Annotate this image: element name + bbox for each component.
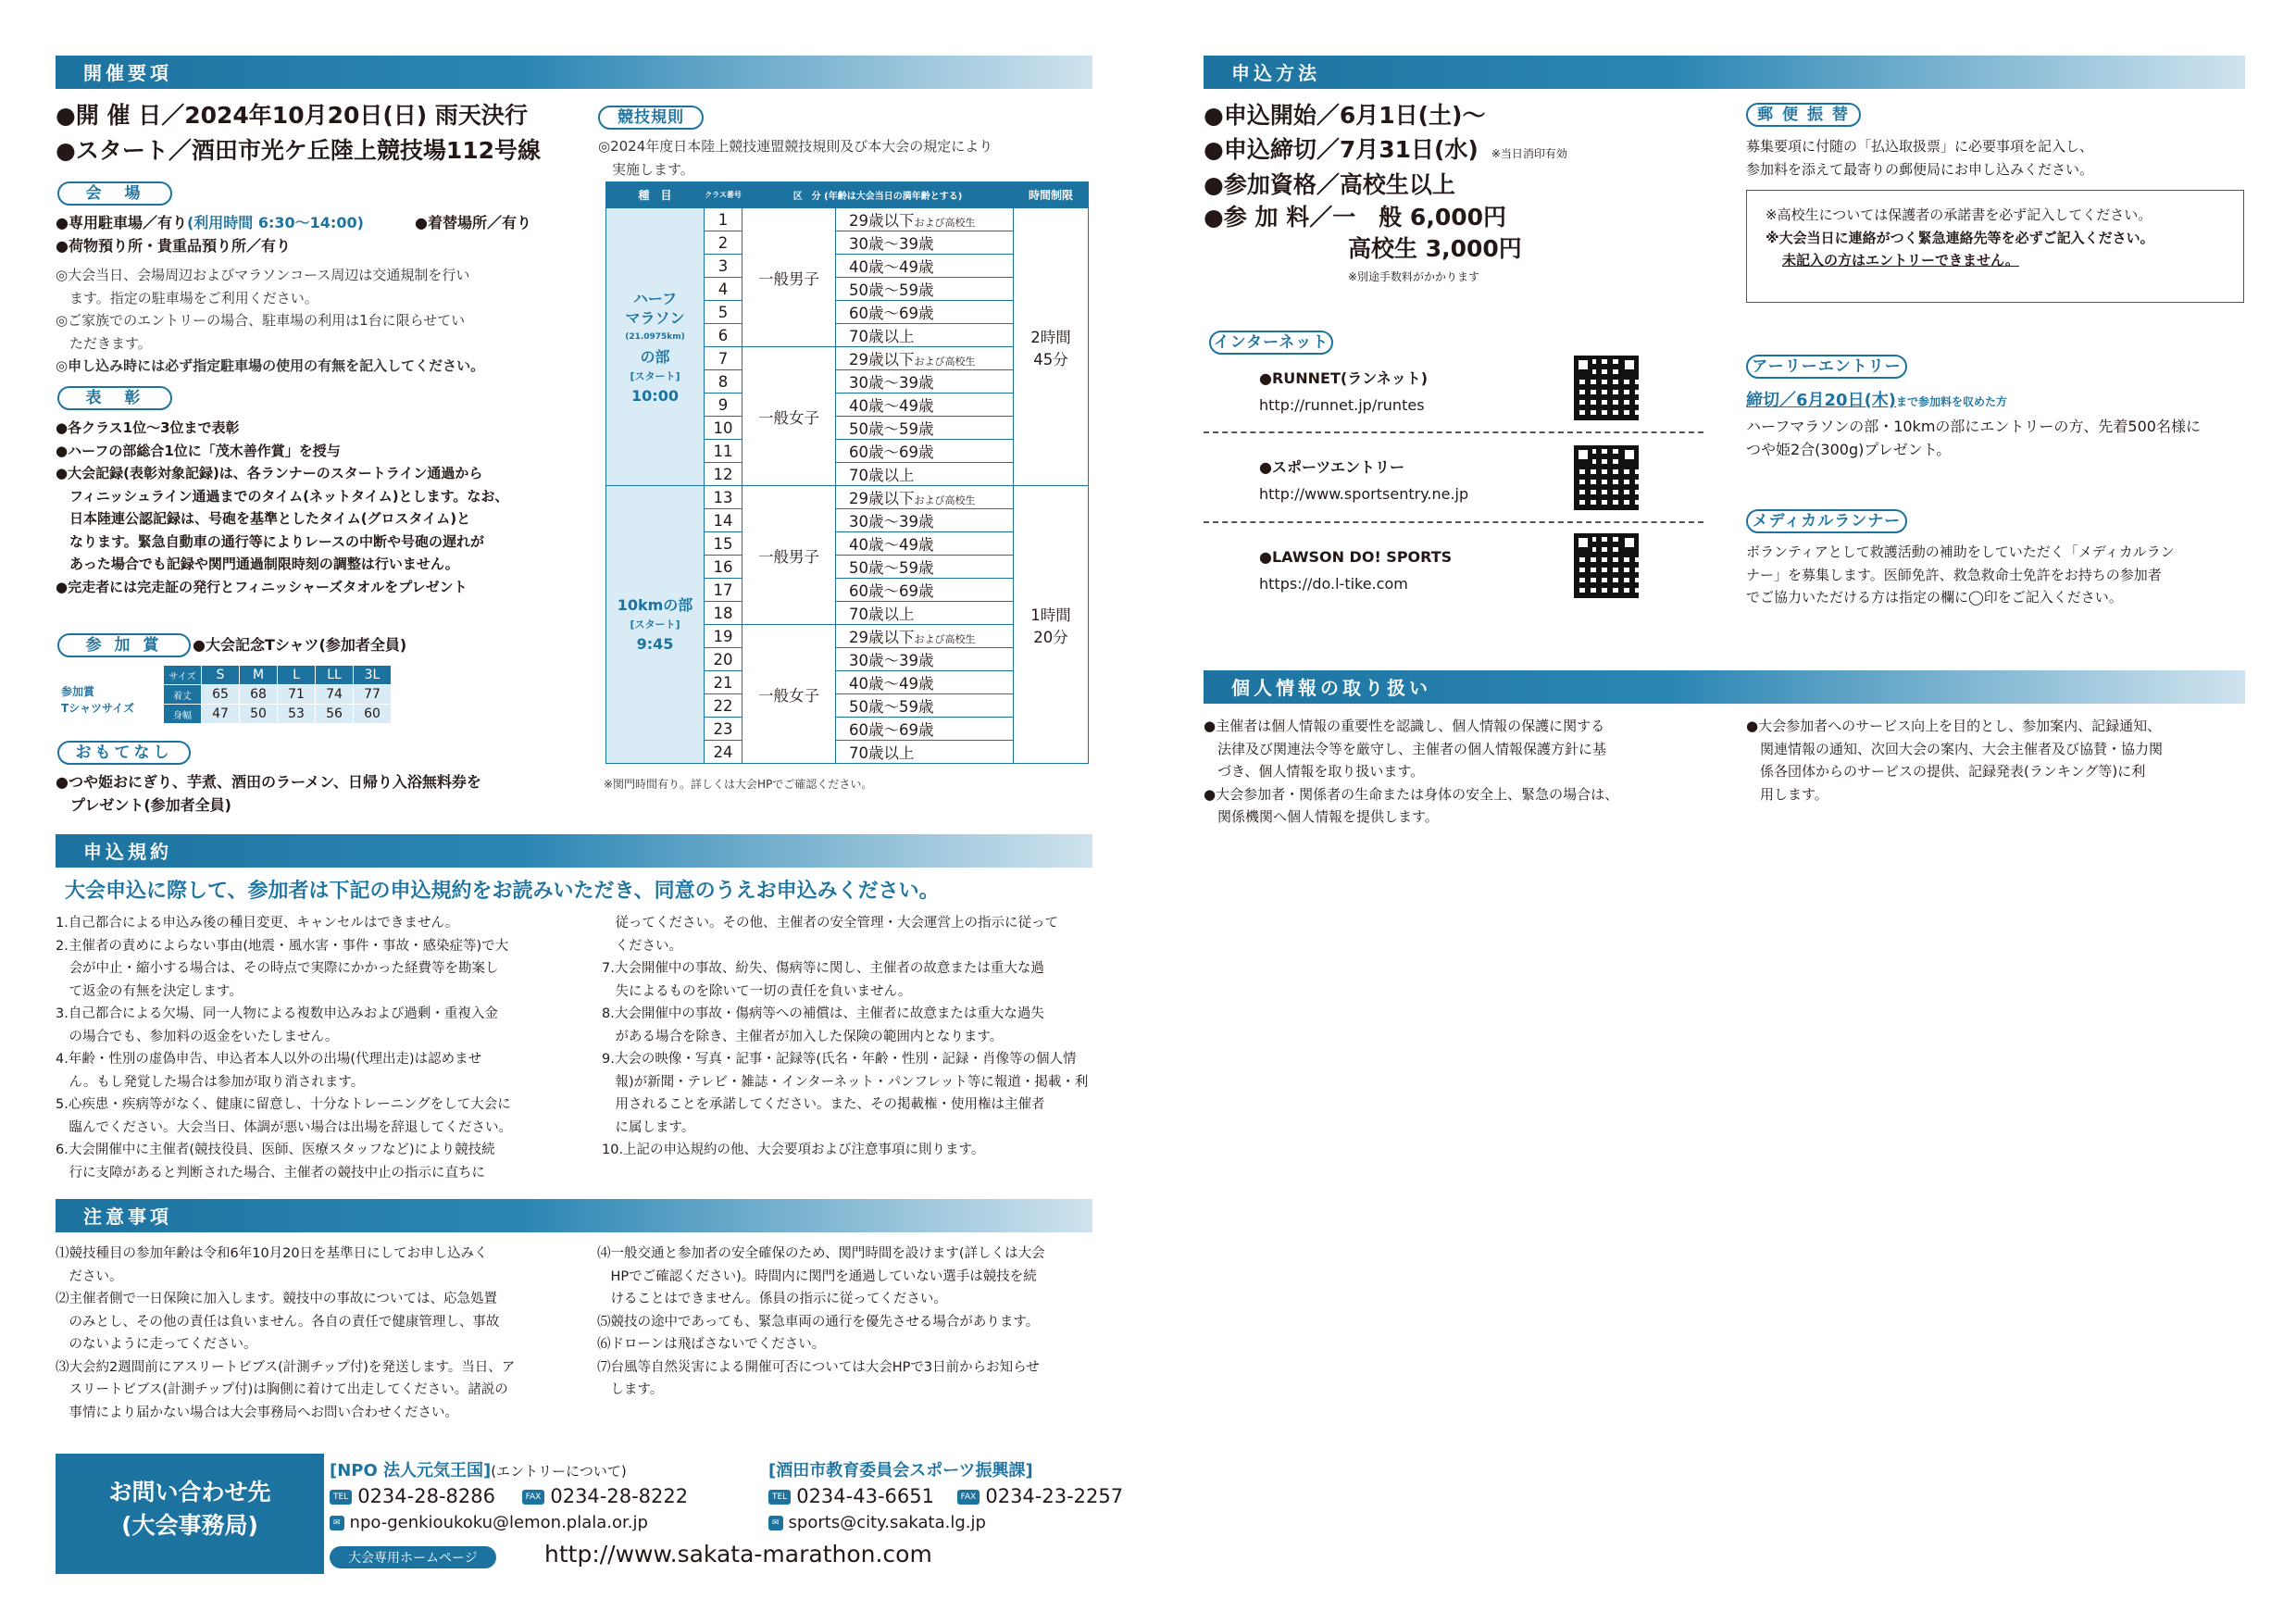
fax-icon: FAX	[957, 1490, 980, 1505]
label-awards: 表 彰	[57, 386, 172, 410]
apply-end: ●申込締切／7月31日(水) ※当日消印有効	[1204, 136, 1567, 163]
entry-runnet[interactable]: ●RUNNET(ランネット) http://runnet.jp/runtes	[1259, 369, 1429, 414]
age-division: 30歳～39歳	[836, 509, 1014, 532]
entry-sportsentry[interactable]: ●スポーツエントリー http://www.sportsentry.ne.jp	[1259, 458, 1469, 503]
event-date: ●開 催 日／2024年10月20日(日) 雨天決行	[56, 102, 528, 129]
table-row	[606, 208, 1089, 231]
class-number: 10	[705, 417, 742, 440]
age-division: 60歳～69歳	[836, 440, 1014, 463]
class-number: 20	[705, 648, 742, 671]
class-number: 21	[705, 671, 742, 694]
class-number: 14	[705, 509, 742, 532]
section-header-kiyaku: 申込規約	[56, 834, 1092, 868]
tshirt-size-label: 参加賞 Tシャツサイズ	[61, 685, 134, 715]
class-number: 16	[705, 556, 742, 579]
participation-item: ●大会記念Tシャツ(参加者全員)	[193, 636, 407, 654]
contact-org1-phone: TEL 0234-28-8286 FAX 0234-28-8222	[330, 1485, 688, 1507]
terms-right: 従ってください。その他、主催者の安全管理・大会運営上の指示に従って ください。 7.大会開催中の事故、紛失、傷病等に関し、主催者の故意または重大な過 失によるものを除いて一切の責任を負いません。 8.大会開催中の事故・傷病等への補償は、主催者に故意または重大な過失 がある場合を除き、主催者が加入した保険の範囲内となります。 9.大会の映像・写真・記事・記録等(氏名・年齢・性別・記録・肖像等の個人情 報)が新聞・テレビ・雑誌・インターネット・パンフレット等に報道・掲載・利 用されることを承諾してください。また、その掲載権・使用権は主催者 に属します。 10.上記の申込規約の他、大会要項および注意事項に則ります。	[602, 916, 1089, 1157]
age-division: 30歳～39歳	[836, 370, 1014, 394]
apply-fee-general: ●参 加 料／一 般 6,000円	[1204, 204, 1507, 231]
venue-parking: ●専用駐車場／有り(利用時間 6:30～14:00)	[56, 214, 364, 231]
divider	[1204, 521, 1703, 523]
tel-icon: TEL	[330, 1490, 352, 1505]
class-number: 9	[705, 394, 742, 417]
sportsentry-qr-icon	[1574, 445, 1639, 510]
age-division: 30歳～39歳	[836, 231, 1014, 255]
race-category-table: 種 目 クラス番号 区 分 (年齢は大会当日の満年齢とする) 時間制限 ハーフ マラソン (21.0975km) の部 [スタート] 10:00 1 一般男子 29歳以下および高校生 2時間 45分 2 30歳～39歳 3 40歳～49歳 4 50歳～59歳 5 60歳～69歳 6 70歳以上 7 一般女子 29歳以下および高校生 8 30歳～39歳 9 40歳～49歳 10 50歳～59歳 11 60歳～69歳 12 70歳以上 10kmの部 [スタート] 9:45 13 一般男子 29歳以下および高校生 1時間 20分 14 30歳～39歳 15 40歳～49歳 16 50歳～59歳 17 60歳～69歳 18 70歳以上 19 一般女子 29歳以下および高校生 20 30歳～39歳 21 40歳～49歳 22 50歳～59歳 23 60歳～69歳 24 70歳以上	[605, 181, 1089, 764]
age-division: 50歳～59歳	[836, 556, 1014, 579]
table-row	[606, 486, 1089, 509]
class-number: 5	[705, 301, 742, 324]
age-division: 70歳以上	[836, 324, 1014, 347]
label-internet: インターネット	[1209, 331, 1333, 355]
section-header-moushikomi: 申込方法	[1204, 56, 2245, 89]
class-number: 24	[705, 741, 742, 764]
class-number: 18	[705, 602, 742, 625]
section-header-kaisai: 開催要項	[56, 56, 1092, 89]
age-division: 29歳以下および高校生	[836, 486, 1014, 509]
age-division: 60歳～69歳	[836, 301, 1014, 324]
class-number: 23	[705, 718, 742, 741]
class-number: 4	[705, 278, 742, 301]
label-omotenashi: おもてなし	[57, 741, 191, 765]
contact-org2-phone: TEL 0234-43-6651 FAX 0234-23-2257	[768, 1485, 1123, 1507]
age-division: 50歳～59歳	[836, 694, 1014, 718]
time-limit: 2時間 45分	[1014, 208, 1089, 486]
class-number: 3	[705, 255, 742, 278]
gender-division: 一般女子	[742, 347, 836, 486]
age-division: 50歳～59歳	[836, 278, 1014, 301]
privacy-left: ●主催者は個人情報の重要性を認識し、個人情報の保護に関する 法律及び関連法令等を厳守し、主催者の個人情報保護方針に基 づき、個人情報を取り扱います。 ●大会参加者・関係者の生命または身体の安全上、緊急の場合は、 関係機関へ個人情報を提供します。	[1204, 718, 1619, 825]
rules-footnote: ※関門時間有り。詳しくは大会HPでご確認ください。	[604, 778, 873, 791]
age-division: 40歳～49歳	[836, 532, 1014, 556]
early-text: ハーフマラソンの部・10kmの部にエントリーの方、先着500名様に つや姫2合(300g)プレゼント。	[1746, 418, 2201, 458]
age-division: 40歳～49歳	[836, 671, 1014, 694]
class-number: 1	[705, 208, 742, 231]
venue-changing: ●着替場所／有り	[415, 214, 531, 231]
class-number: 13	[705, 486, 742, 509]
apply-fee-note: ※別途手数料がかかります	[1348, 270, 1480, 283]
apply-eligibility: ●参加資格／高校生以上	[1204, 171, 1455, 198]
class-number: 11	[705, 440, 742, 463]
early-deadline: 締切／6月20日(木)まで参加料を収めた方	[1746, 391, 2008, 410]
age-division: 70歳以上	[836, 741, 1014, 764]
age-division: 60歳～69歳	[836, 718, 1014, 741]
divider	[1204, 431, 1703, 433]
contact-box: お問い合わせ先 (大会事務局)	[56, 1454, 324, 1574]
label-participation: 参 加 賞	[57, 633, 191, 657]
label-medical-runner: メディカルランナー	[1746, 509, 1907, 533]
homepage-label: 大会専用ホームページ	[330, 1546, 496, 1568]
homepage-link[interactable]: http://www.sakata-marathon.com	[544, 1541, 932, 1568]
postal-text: 募集要項に付随の「払込取扱票」に必要事項を記入し、 参加料を添えて最寄りの郵便局にお申し込みください。	[1746, 138, 2094, 178]
gender-division: 一般男子	[742, 208, 836, 347]
lawson-qr-icon	[1574, 533, 1639, 598]
notes-right: ⑷一般交通と参加者の安全確保のため、関門時間を設けます(詳しくは大会 HPでご確認ください)。時間内に関門を通過していない選手は競技を続 けることはできません。係員の指示に従ってください。 ⑸競技の途中であっても、緊急車両の通行を優先させる場合があります。 ⑹ドローンは飛ばさないでください。 ⑺台風等自然災害による開催可否については大会HPで3日前からお知らせ します。	[597, 1246, 1045, 1397]
runnet-qr-icon	[1574, 356, 1639, 420]
mail-icon: ✉	[768, 1516, 783, 1530]
rules-intro: ◎2024年度日本陸上競技連盟競技規則及び本大会の規定により 実施します。	[598, 138, 993, 178]
section-header-chuui: 注意事項	[56, 1199, 1092, 1232]
apply-start: ●申込開始／6月1日(土)～	[1204, 102, 1486, 129]
label-postal: 郵 便 振 替	[1746, 103, 1861, 127]
age-division: 29歳以下および高校生	[836, 347, 1014, 370]
apply-fee-hs: 高校生 3,000円	[1348, 235, 1522, 262]
half-marathon-cell: ハーフ マラソン (21.0975km) の部 [スタート] 10:00	[606, 208, 705, 486]
class-number: 12	[705, 463, 742, 486]
class-number: 19	[705, 625, 742, 648]
class-number: 7	[705, 347, 742, 370]
gender-division: 一般女子	[742, 625, 836, 764]
contact-org2-mail[interactable]: ✉ sports@city.sakata.lg.jp	[768, 1513, 986, 1532]
class-number: 6	[705, 324, 742, 347]
mail-icon: ✉	[330, 1516, 344, 1530]
ten-km-cell: 10kmの部 [スタート] 9:45	[606, 486, 705, 764]
contact-org1-mail[interactable]: ✉ npo-genkioukoku@lemon.plala.or.jp	[330, 1513, 648, 1532]
class-number: 2	[705, 231, 742, 255]
section-header-kojin: 個人情報の取り扱い	[1204, 670, 2245, 704]
fax-icon: FAX	[522, 1490, 545, 1505]
entry-lawson[interactable]: ●LAWSON DO! SPORTS https://do.l-tike.com	[1259, 548, 1453, 593]
contact-org2: [酒田市教育委員会スポーツ振興課]	[768, 1461, 1033, 1480]
age-division: 29歳以下および高校生	[836, 625, 1014, 648]
contact-org1: [NPO 法人元気王国](エントリーについて)	[330, 1461, 627, 1480]
omotenashi-text: ●つや姫おにぎり、芋煮、酒田のラーメン、日帰り入浴無料券を プレゼント(参加者全員)	[56, 773, 481, 814]
age-division: 50歳～59歳	[836, 417, 1014, 440]
notes-left: ⑴競技種目の参加年齢は令和6年10月20日を基準日にしてお申し込みく ださい。 ⑵主催者側で一日保険に加入します。競技中の事故については、応急処置 のみとし、その他の責任は負いません。各自の責任で健康管理し、事故 のないように走ってください。 ⑶大会約2週間前にアスリートビブス(計測チップ付)を発送します。当日、ア スリートビブス(計測チップ付)は胸側に着けて出走してください。諸説の 事情により届かない場合は大会事務局へお問い合わせください。	[56, 1246, 516, 1420]
class-number: 8	[705, 370, 742, 394]
tel-icon: TEL	[768, 1490, 791, 1505]
time-limit: 1時間 20分	[1014, 486, 1089, 764]
age-division: 30歳～39歳	[836, 648, 1014, 671]
age-division: 40歳～49歳	[836, 394, 1014, 417]
class-number: 22	[705, 694, 742, 718]
tshirt-size-table: サイズ S M L LL 3L 着丈 65 68 71 74 77 身幅 47 50 53 56 60	[163, 665, 392, 724]
medical-text: ボランティアとして救護活動の補助をしていただく「メディカルラン ナー」を募集します。医師免許、救急救命士免許をお持ちの参加者 でご協力いただける方は指定の欄に◯印をご記入ください。	[1746, 543, 2175, 606]
venue-baggage: ●荷物預り所・貴重品預り所／有り	[56, 237, 291, 255]
terms-headline: 大会申込に際して、参加者は下記の申込規約をお読みいただき、同意のうえお申込みください。	[65, 880, 940, 903]
terms-left: 1.自己都合による申込み後の種目変更、キャンセルはできません。 2.主催者の責めによらない事由(地震・風水害・事件・事故・感染症等)で大 会が中止・縮小する場合は、その時点で実際にかかった経費等を勘案し て返金の有無を決定します。 3.自己都合による欠場、同一人物による複数申込みおよび過剰・重複入金 の場合でも、参加料の返金をいたしません。 4.年齢・性別の虚偽申告、申込者本人以外の出場(代理出走)は認めませ ん。もし発覚した場合は参加が取り消されます。 5.心疾患・疾病等がなく、健康に留意し、十分なトレーニングをして大会に 臨んでください。大会当日、体調が悪い場合は出場を辞退してください。 6.大会開催中に主催者(競技役員、医師、医療スタッフなど)により競技続 行に支障があると判断された場合、主催者の競技中止の指示に直ちに	[56, 916, 512, 1181]
age-division: 70歳以上	[836, 602, 1014, 625]
privacy-right: ●大会参加者へのサービス向上を目的とし、参加案内、記録通知、 関連情報の通知、次回大会の案内、大会主催者及び協賛・協力関 係各団体からのサービスの提供、記録発表(ランキング等)に利 用します。	[1746, 718, 2164, 803]
postal-notice-box: ※高校生については保護者の承諾書を必ず記入してください。 ※大会当日に連絡がつく緊急連絡先等を必ずご記入ください。 未記入の方はエントリーできません。	[1746, 190, 2244, 303]
age-division: 60歳～69歳	[836, 579, 1014, 602]
gender-division: 一般男子	[742, 486, 836, 625]
age-division: 40歳～49歳	[836, 255, 1014, 278]
class-number: 15	[705, 532, 742, 556]
label-venue: 会 場	[57, 181, 172, 206]
label-early-entry: アーリーエントリー	[1746, 355, 1907, 379]
label-competition-rules: 競技規則	[598, 106, 704, 130]
event-start: ●スタート／酒田市光ケ丘陸上競技場112号線	[56, 137, 542, 164]
awards-list: ●各クラス1位～3位まで表彰 ●ハーフの部総合1位に「茂木善作賞」を授与 ●大会記録(表彰対象記録)は、各ランナーのスタートライン通過から フィニッシュライン通過までのタイム(ネットタイム)とします。なお、 日本陸連公認記録は、号砲を基準としたタイム(グロスタイム)と なります。緊急自動車の通行等によりレースの中断や号砲の遅れが あった場合でも記録や関門通過制限時刻の調整は行いません。 ●完走者には完走証の発行とフィニッシャーズタオルをプレゼント	[56, 419, 509, 595]
class-number: 17	[705, 579, 742, 602]
age-division: 70歳以上	[836, 463, 1014, 486]
venue-notes: ◎大会当日、会場周辺およびマラソンコース周辺は交通規制を行い ます。指定の駐車場をご利用ください。 ◎ご家族でのエントリーの場合、駐車場の利用は1台に限らせてい ただきます。 ◎申し込み時には必ず指定駐車場の使用の有無を記入してください。	[56, 267, 485, 374]
age-division: 29歳以下および高校生	[836, 208, 1014, 231]
